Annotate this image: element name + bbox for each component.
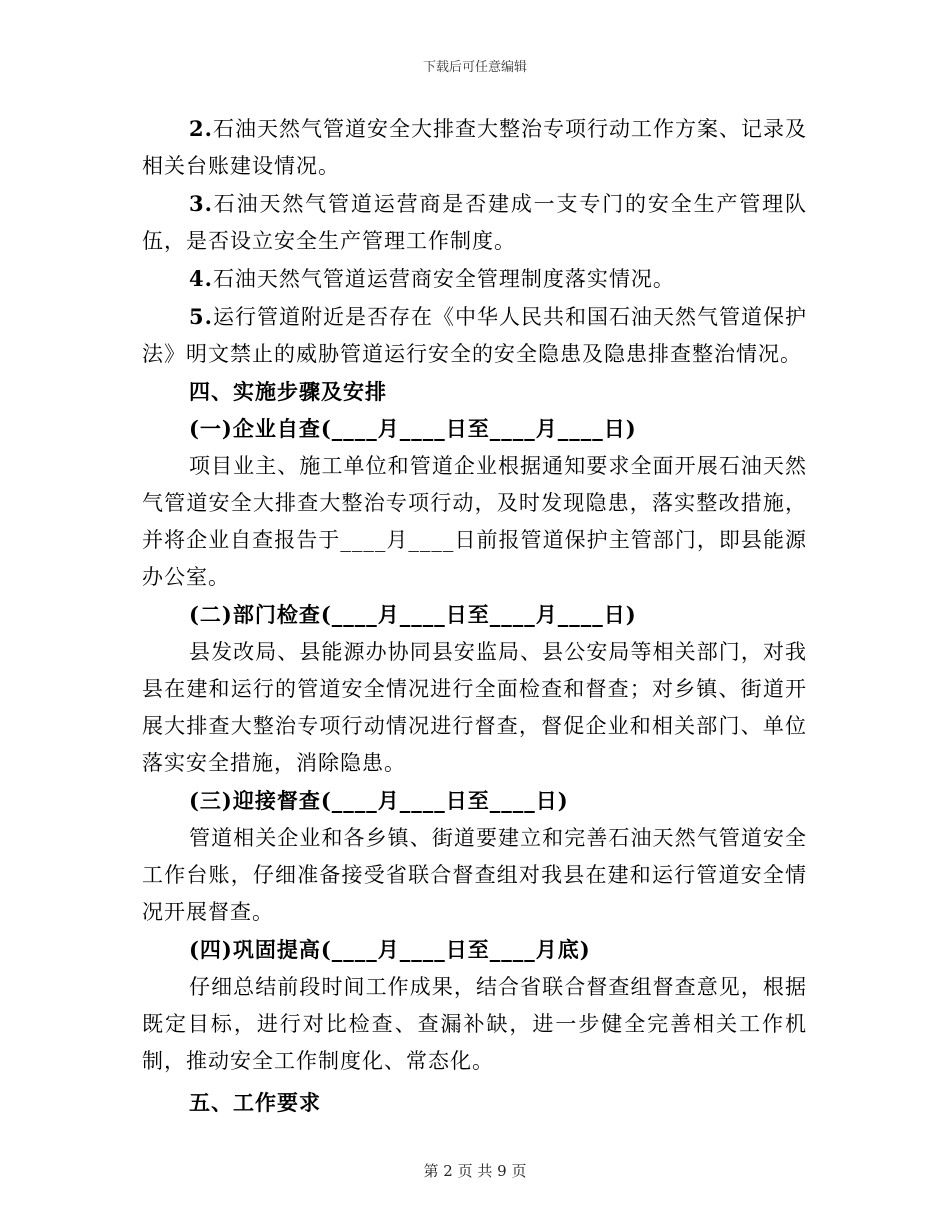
item-text: 石油天然气管道运营商安全管理制度落实情况。 — [212, 267, 675, 291]
list-item — [142, 260, 807, 298]
list-item — [142, 298, 807, 373]
item-text: 石油天然气管道运营商是否建成一支专门的安全生产管理队伍，是否设立安全生产管理工作制度。 — [142, 192, 807, 253]
step-label: (二)部门检查 — [189, 602, 321, 627]
step-dates: (____月____日至____月____日) — [320, 602, 637, 627]
step-body: 项目业主、施工单位和管道企业根据通知要求全面开展石油天然气管道安全大排查大整治专项行动，及时发现隐患，落实整改措施，并将企业自查报告于____月____日前报管道保护主管部门，即县能源办公室。 — [142, 454, 807, 589]
section-heading: 五、工作要求 — [189, 1090, 321, 1115]
document-body — [142, 110, 807, 1121]
page-header-note: 下载后可任意编辑 — [422, 60, 527, 75]
section-heading: 四、实施步骤及安排 — [189, 379, 387, 404]
step-dates: (____月____日至____月____日) — [320, 416, 637, 441]
step-heading — [142, 410, 807, 448]
step-label: (三)迎接督查 — [189, 788, 321, 813]
step-label: (一)企业自查 — [189, 416, 321, 441]
step-body: 管道相关企业和各乡镇、街道要建立和完善石油天然气管道安全工作台账，仔细准备接受省联合督查组对我县在建和运行管道安全情况开展督查。 — [142, 826, 807, 924]
item-number: 3. — [189, 191, 213, 216]
step-heading — [142, 931, 807, 969]
page-number: 第 2 页 共 9 页 — [423, 1162, 527, 1180]
step-dates: (____月____日至____日) — [320, 788, 569, 813]
item-text: 运行管道附近是否存在《中华人民共和国石油天然气管道保护法》明文禁止的威胁管道运行安全的安全隐患及隐患排查整治情况。 — [142, 305, 807, 366]
list-item — [142, 110, 807, 185]
list-item — [142, 185, 807, 260]
item-number: 2. — [189, 116, 213, 141]
item-text: 石油天然气管道安全大排查大整治专项行动工作方案、记录及相关台账建设情况。 — [142, 117, 807, 178]
step-label: (四)巩固提高 — [189, 937, 321, 962]
step-dates: (____月____日至____月底) — [320, 937, 591, 962]
item-number: 4. — [189, 266, 213, 291]
step-body: 县发改局、县能源办协同县安监局、县公安局等相关部门，对我县在建和运行的管道安全情况进行全面检查和督查；对乡镇、街道开展大排查大整治专项行动情况进行督查，督促企业和相关部门、单位落实安全措施，消除隐患。 — [142, 640, 807, 775]
step-heading — [142, 596, 807, 634]
step-body: 仔细总结前段时间工作成果，结合省联合督查组督查意见，根据既定目标，进行对比检查、查漏补缺，进一步健全完善相关工作机制，推动安全工作制度化、常态化。 — [142, 975, 807, 1073]
item-number: 5. — [189, 304, 213, 329]
step-heading — [142, 782, 807, 820]
